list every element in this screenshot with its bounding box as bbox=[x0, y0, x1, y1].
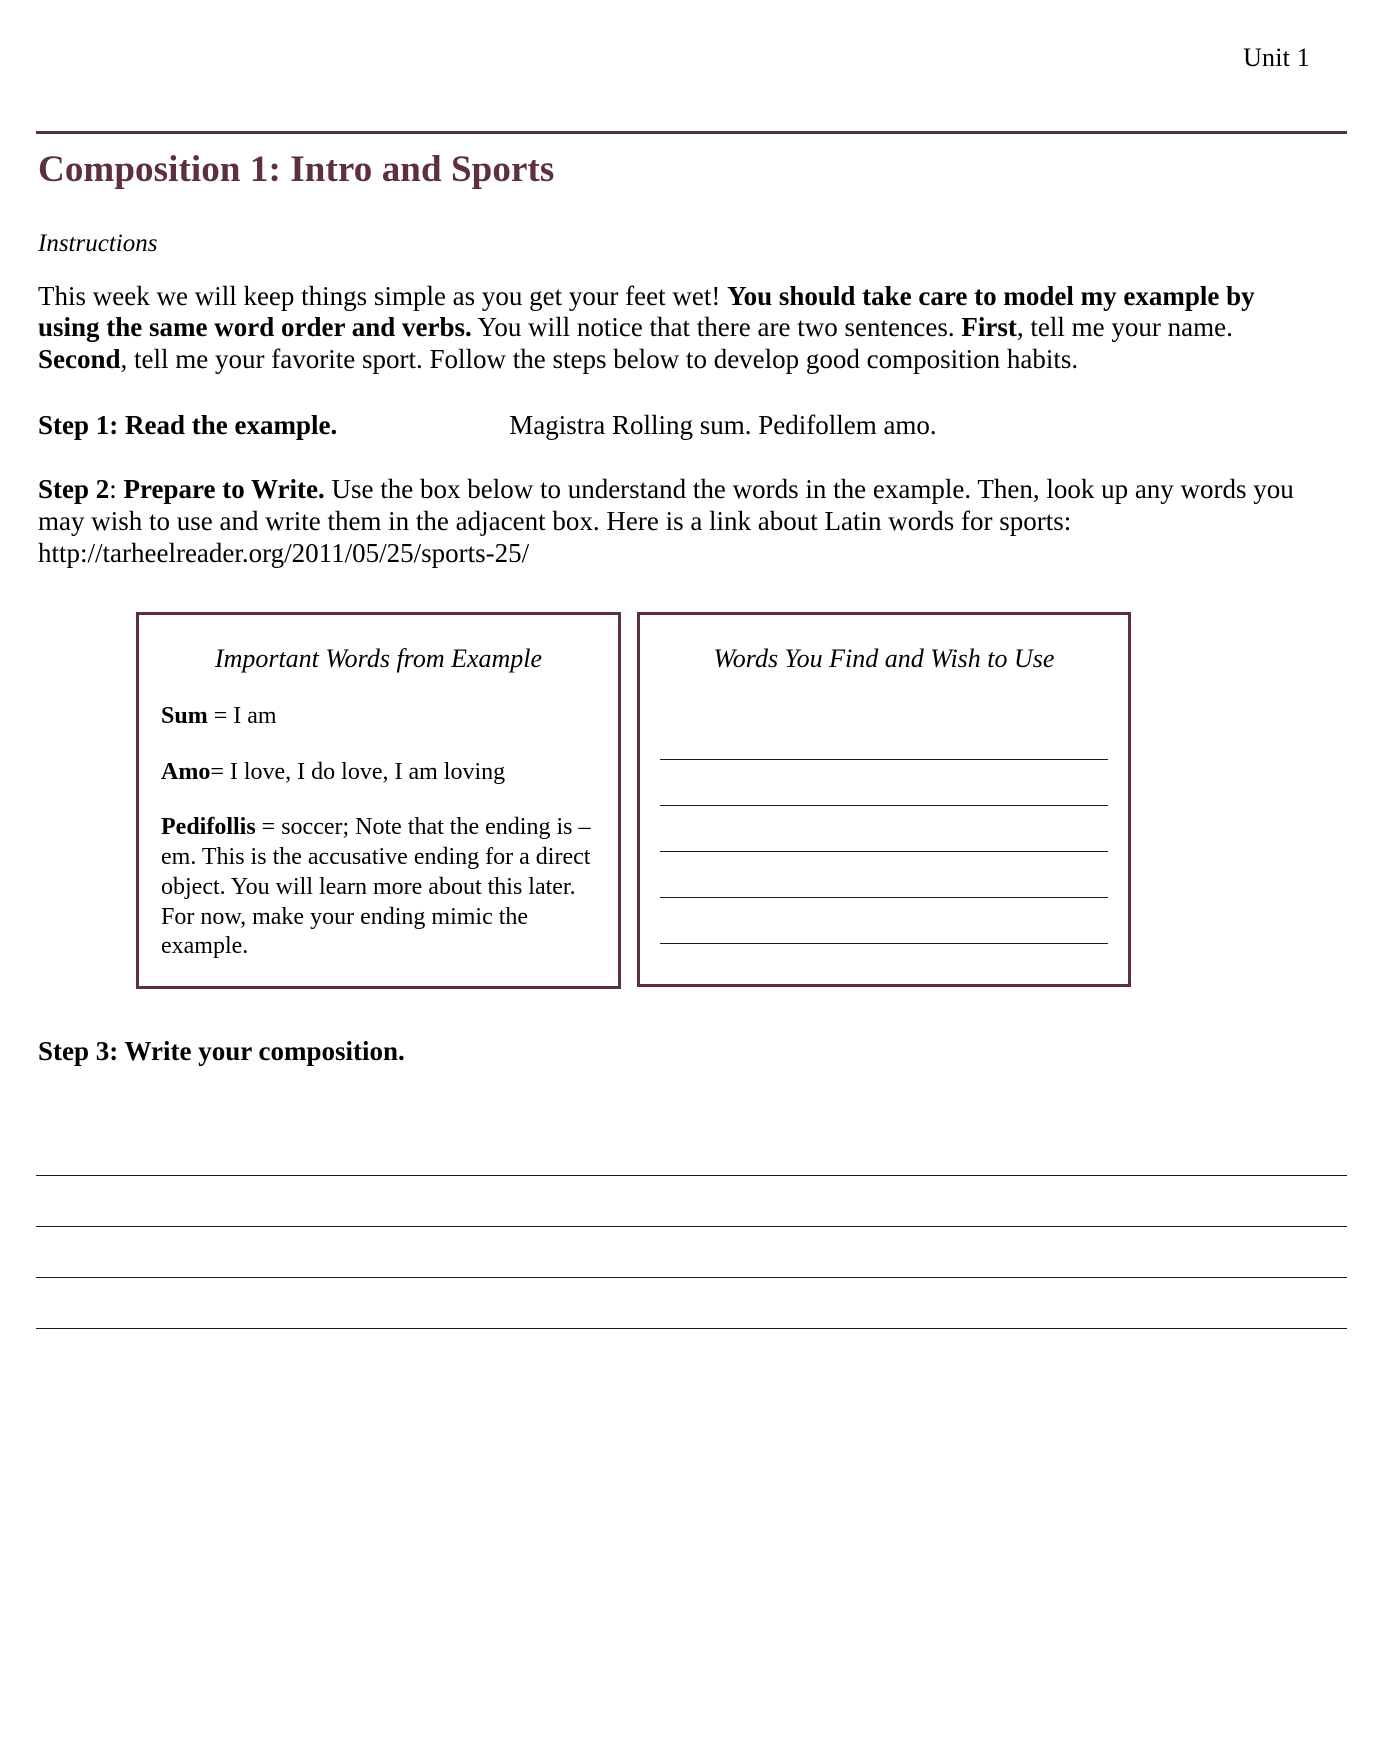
step-2-text: Use the box below to understand the words in the example. Then, look up any words you may wish to use and write them in the adjacent box. Here is a link about Latin words for sports: bbox=[38, 474, 1294, 536]
page-title: Composition 1: Intro and Sports bbox=[38, 149, 555, 191]
instructions-text-3: , tell me your name. bbox=[1016, 312, 1233, 343]
instructions-bold-second: Second bbox=[38, 344, 121, 375]
instructions-bold-1: You should take care to model my example by using the same word order and verbs. bbox=[38, 280, 1255, 343]
instructions-bold-first: First bbox=[961, 312, 1017, 343]
word-entry bbox=[161, 813, 596, 962]
found-words-box bbox=[637, 612, 1131, 987]
step-1-example: Magistra Rolling sum. Pedifollem amo. bbox=[509, 410, 937, 441]
blank-write-line[interactable] bbox=[660, 760, 1108, 806]
word-entry bbox=[161, 758, 596, 788]
word-term: Sum bbox=[161, 702, 208, 729]
found-words-heading: Words You Find and Wish to Use bbox=[713, 643, 1055, 673]
step-1-label: Step 1: Read the example. bbox=[38, 410, 338, 441]
blank-write-line[interactable] bbox=[660, 714, 1108, 760]
word-term: Amo bbox=[161, 758, 211, 785]
sports-link-url[interactable]: http://tarheelreader.org/2011/05/25/sports-25/ bbox=[38, 537, 530, 568]
instructions-paragraph bbox=[38, 281, 1296, 377]
instructions-text-1: This week we will keep things simple as you get your feet wet! bbox=[38, 280, 728, 311]
step-1-line bbox=[38, 410, 1296, 442]
unit-header: Unit 1 bbox=[1243, 43, 1310, 72]
word-boxes-row bbox=[136, 612, 1348, 989]
step-2-label-a: Step 2 bbox=[38, 474, 110, 505]
composition-line[interactable] bbox=[36, 1278, 1347, 1329]
composition-line[interactable] bbox=[36, 1227, 1347, 1278]
composition-line[interactable] bbox=[36, 1176, 1347, 1227]
blank-write-line[interactable] bbox=[660, 806, 1108, 852]
instructions-label: Instructions bbox=[38, 229, 158, 257]
found-words-blank-lines bbox=[660, 714, 1108, 944]
word-definition: = I am bbox=[207, 702, 277, 729]
instructions-text-4: , tell me your favorite sport. Follow the steps below to develop good composition habits. bbox=[120, 344, 1079, 375]
important-words-heading: Important Words from Example bbox=[214, 643, 543, 673]
important-words-box bbox=[136, 612, 621, 989]
word-definition: = soccer; Note that the ending is –em. This is the accusative ending for a direct object. You will learn more about this later. For now, make your ending mimic the example. bbox=[161, 814, 591, 960]
step-2-colon: : bbox=[109, 474, 124, 505]
composition-line[interactable] bbox=[36, 1125, 1347, 1176]
word-term: Pedifollis bbox=[161, 814, 256, 841]
word-definition: = I love, I do love, I am loving bbox=[210, 758, 506, 785]
blank-write-line[interactable] bbox=[660, 898, 1108, 944]
step-3-label: Step 3: Write your composition. bbox=[38, 1036, 405, 1067]
step-2-label-b: Prepare to Write. bbox=[123, 474, 325, 505]
blank-write-line[interactable] bbox=[660, 852, 1108, 898]
instructions-text-2: You will notice that there are two sentences. bbox=[471, 312, 962, 343]
title-divider bbox=[36, 131, 1347, 134]
step-2-paragraph bbox=[38, 474, 1296, 570]
word-entry bbox=[161, 702, 596, 732]
composition-write-area bbox=[36, 1125, 1347, 1329]
